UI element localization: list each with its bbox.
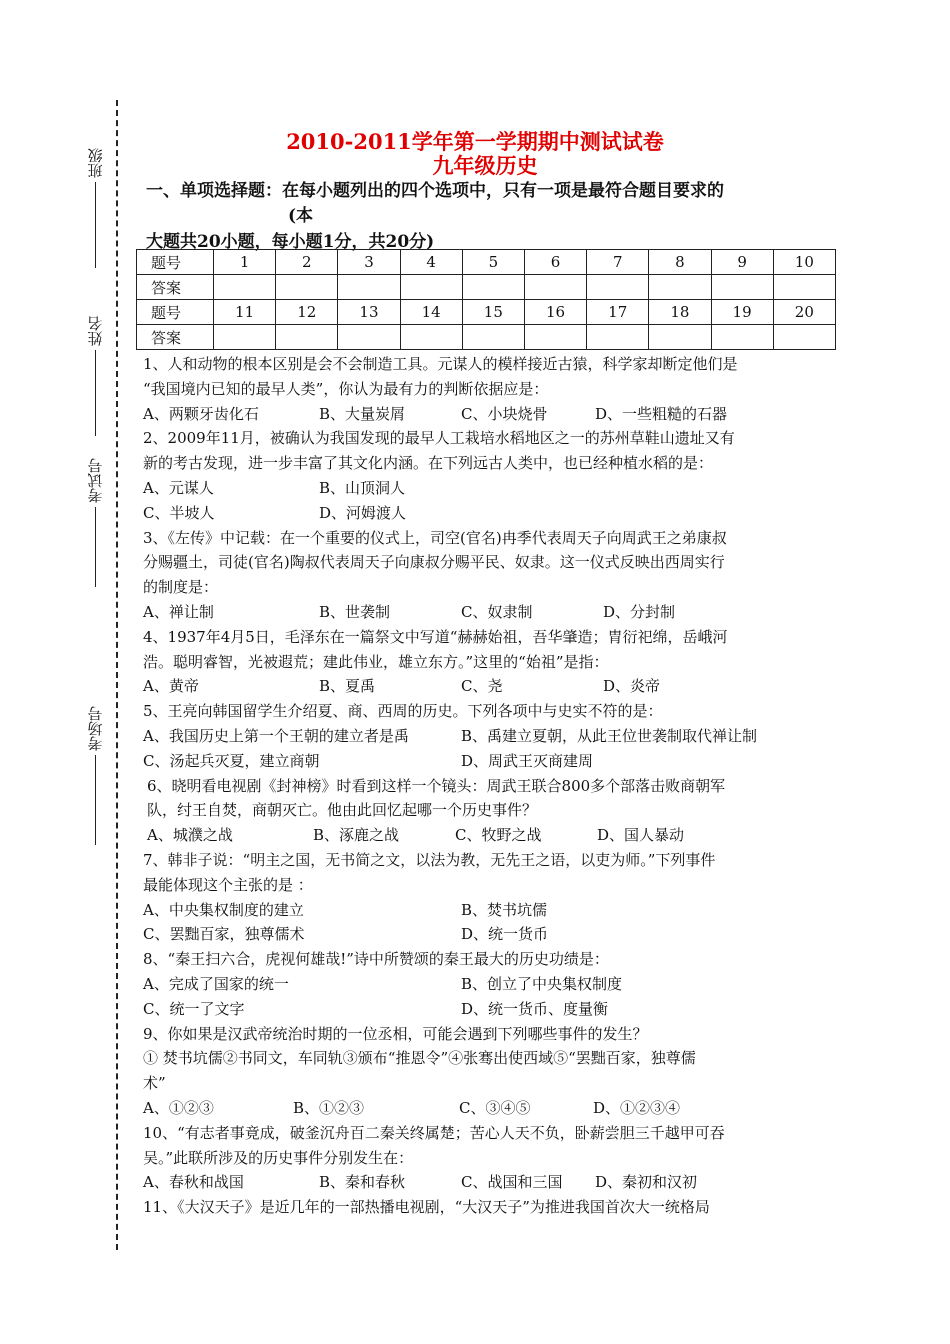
table-row: 题号 11 12 13 14 15 16 17 18 19 20 [137,300,836,325]
question-3: 3、《左传》中记载：在一个重要的仪式上，司空(官名)冉季代表周天子向周武王之弟康叔 分赐疆土，司徒(官名)陶叔代表周天子向康叔分赐平民、奴隶。这一仪式反映出西周实行 的制度是： A、禅让制 B、世袭制 C、奴隶制 D、分封制 [143,526,818,625]
option-c[interactable]: C、罢黜百家，独尊儒术 [143,925,305,944]
question-2: 2、2009年11月，被确认为我国发现的最早人工栽培水稻地区之一的苏州草鞋山遗址又有 新的考古发现，进一步丰富了其文化内涵。在下列远古人类中，也已经种植水稻的是： A、元谋人 B、山顶洞人 C、半坡人 D、河姆渡人 [143,426,818,525]
options [143,1170,818,1195]
option-a[interactable]: A、两颗牙齿化石 [143,404,259,423]
fill-line [94,182,96,268]
options [143,749,818,774]
fill-line [94,755,96,845]
question-6: 6、晓明看电视剧《封神榜》时看到这样一个镜头：周武王联合800多个部落击败商朝军 队，纣王自焚，商朝灭亡。他由此回忆起哪一个历史事件？ A、城濮之战 B、涿鹿之战 C、牧野之战 D、国人暴动 [143,774,818,848]
answer-cell[interactable] [400,325,462,350]
answer-grid [136,249,836,350]
side-label-name: 姓名 [78,316,112,452]
page-title: 2010-2011学年第一学期期中测试试卷 [286,129,664,154]
answer-cell[interactable] [649,325,711,350]
option-d[interactable]: D、分封制 [603,602,676,621]
binding-dashed-line [116,100,118,1250]
answer-cell[interactable] [338,325,400,350]
options [143,600,818,625]
question-4: 4、1937年4月5日，毛泽东在一篇祭文中写道“赫赫始祖，吾华肇造；胄衍祀绵，岳峨河 浩。聪明睿智，光被遐荒；建此伟业，雄立东方。”这里的“始祖”是指： A、黄帝 B、夏禹 C、尧 D、炎帝 [143,625,818,699]
option-d[interactable]: D、国人暴动 [597,826,685,845]
question-9: 9、你如果是汉武帝统治时期的一位丞相，可能会遇到下列哪些事件的发生？ ① 焚书坑儒②书同文，车同轨③颁布“推恩令”④张骞出使西域⑤“罢黜百家，独尊儒 术” A、①②③ B、①②③ C、③④⑤ D、①②③④ [143,1022,818,1121]
options [143,1096,818,1121]
option-c[interactable]: C、统一了文字 [143,999,245,1018]
option-a[interactable]: A、城濮之战 [147,826,233,845]
table-row: 题号 1 2 3 4 5 6 7 8 9 10 [137,250,836,275]
option-d[interactable]: D、周武王灭商建周 [461,751,594,770]
answer-cell[interactable] [214,325,276,350]
option-b[interactable]: B、秦和春秋 [319,1173,406,1192]
option-b[interactable]: B、山顶洞人 [319,478,406,497]
answer-cell[interactable] [587,275,649,300]
table-row: 答案 [137,325,836,350]
answer-cell[interactable] [462,325,524,350]
answer-cell[interactable] [587,325,649,350]
option-c[interactable]: C、③④⑤ [459,1098,531,1117]
answer-cell[interactable] [711,325,773,350]
option-c[interactable]: C、小块烧骨 [461,404,548,423]
option-c[interactable]: C、尧 [461,677,503,696]
option-a[interactable]: A、黄帝 [143,677,199,696]
option-a[interactable]: A、春秋和战国 [143,1173,244,1192]
answer-cell[interactable] [338,275,400,300]
option-a[interactable]: A、①②③ [143,1098,214,1117]
option-d[interactable]: D、①②③④ [593,1098,681,1117]
option-c[interactable]: C、牧野之战 [455,826,542,845]
option-c[interactable]: C、汤起兵灭夏，建立商朝 [143,751,320,770]
answer-cell[interactable] [400,275,462,300]
question-8: 8、“秦王扫六合，虎视何雄哉!”诗中所赞颂的秦王最大的历史功绩是： A、完成了国家的统一 B、创立了中央集权制度 C、统一了文字 D、统一货币、度量衡 [143,947,818,1021]
section-heading-line1: 一、单项选择题：在每小题列出的四个选项中，只有一项是最符合题目要求的 [146,181,724,201]
option-a[interactable]: A、中央集权制度的建立 [143,900,304,919]
question-list [143,352,818,1220]
section-heading-line3: 大题共20小题，每小题1分，共20分) [146,232,435,252]
option-b[interactable]: B、涿鹿之战 [313,826,400,845]
answer-cell[interactable] [649,275,711,300]
options [143,476,818,501]
question-10: 10、“有志者事竟成，破釜沉舟百二秦关终属楚；苦心人天不负，卧薪尝胆三千越甲可吞 吴。”此联所涉及的历史事件分别发生在： A、春秋和战国 B、秦和春秋 C、战国和三国 D、秦初和汉初 [143,1121,818,1195]
option-d[interactable]: D、炎帝 [603,677,661,696]
option-a[interactable]: A、禅让制 [143,602,214,621]
option-a[interactable]: A、我国历史上第一个王朝的建立者是禹 [143,726,409,745]
answer-cell[interactable] [214,275,276,300]
section-heading-line2: (本 [288,206,314,226]
options [143,898,818,923]
options [143,823,818,848]
answer-cell[interactable] [276,275,338,300]
answer-cell[interactable] [462,275,524,300]
option-c[interactable]: C、奴隶制 [461,602,533,621]
option-c[interactable]: C、半坡人 [143,503,215,522]
options [143,972,818,997]
options [143,724,818,749]
answer-cell[interactable] [711,275,773,300]
answer-cell[interactable] [524,325,586,350]
option-c[interactable]: C、战国和三国 [461,1173,563,1192]
side-label-class: 班级 [78,148,112,284]
question-5: 5、王亮向韩国留学生介绍夏、商、西周的历史。下列各项中与史实不符的是： A、我国历史上第一个王朝的建立者是禹 B、禹建立夏朝，从此王位世袭制取代禅让制 C、汤起兵灭夏，建立商朝 D、周武王灭商建周 [143,699,818,773]
option-b[interactable]: B、禹建立夏朝，从此王位世袭制取代禅让制 [461,726,758,745]
options [143,922,818,947]
page-subtitle: 九年级历史 [432,153,538,178]
side-label-exam-number: 考试号 [78,458,112,600]
option-b[interactable]: B、世袭制 [319,602,391,621]
options [143,997,818,1022]
table-row: 答案 [137,275,836,300]
option-b[interactable]: B、创立了中央集权制度 [461,974,623,993]
option-b[interactable]: B、焚书坑儒 [461,900,548,919]
option-d[interactable]: D、秦初和汉初 [595,1173,698,1192]
option-d[interactable]: D、统一货币、度量衡 [461,999,609,1018]
options [143,674,818,699]
question-1: 1、人和动物的根本区别是会不会制造工具。元谋人的模样接近古猿，科学家却断定他们是 “我国境内已知的最早人类”，你认为最有力的判断依据应是： A、两颗牙齿化石 B、大量炭屑 C、小块烧骨 D、一些粗糙的石器 [143,352,818,426]
option-a[interactable]: A、元谋人 [143,478,214,497]
fill-line [94,507,96,587]
answer-cell[interactable] [276,325,338,350]
question-11: 11、《大汉天子》是近几年的一部热播电视剧，“大汉天子”为推进我国首次大一统格局 [143,1198,710,1217]
side-label-exam-room: 考场号 [78,706,112,848]
option-b[interactable]: B、夏禹 [319,677,376,696]
answer-cell[interactable] [773,325,835,350]
answer-cell[interactable] [773,275,835,300]
option-b[interactable]: B、大量炭屑 [319,404,406,423]
option-b[interactable]: B、①②③ [293,1098,365,1117]
question-7: 7、韩非子说：“明主之国，无书简之文，以法为教，无先王之语，以吏为师。”下列事件 最能体现这个主张的是 ： A、中央集权制度的建立 B、焚书坑儒 C、罢黜百家，独尊儒术 D、统一货币 [143,848,818,947]
option-a[interactable]: A、完成了国家的统一 [143,974,289,993]
fill-line [94,350,96,436]
answer-cell[interactable] [524,275,586,300]
option-d[interactable]: D、统一货币 [461,925,549,944]
option-d[interactable]: D、一些粗糙的石器 [595,404,728,423]
options [143,402,818,427]
option-d[interactable]: D、河姆渡人 [319,503,407,522]
options [143,501,818,526]
